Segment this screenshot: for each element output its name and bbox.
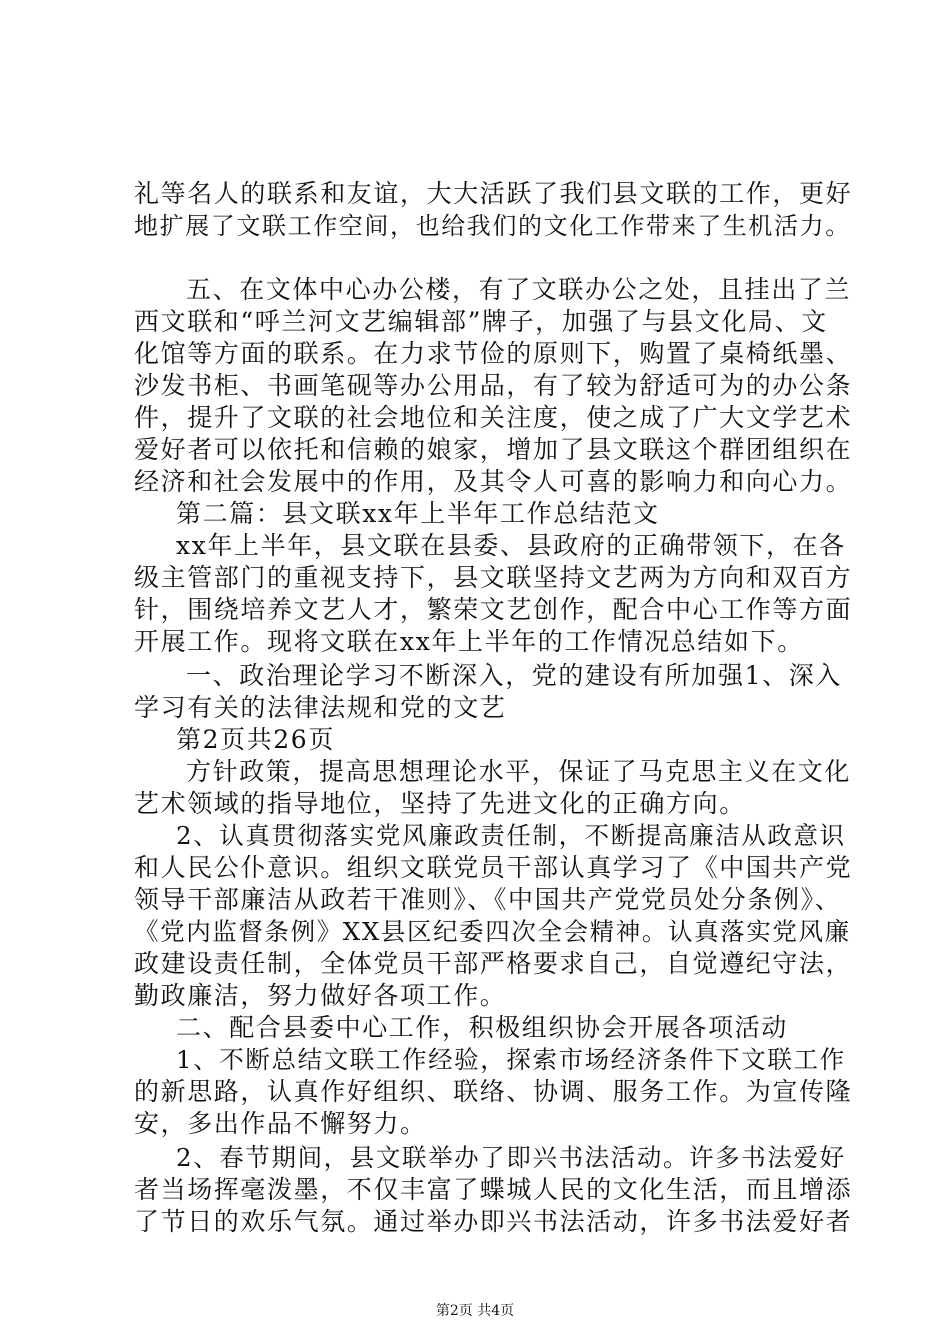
paragraph-line: 政建设责任制，全体党员干部严格要求自己，自觉遵纪守法，: [134, 949, 853, 978]
paragraph-line: xx年上半年，县文联在县委、县政府的正确带领下，在各: [176, 531, 846, 560]
paragraph-line: 安，多出作品不懈努力。: [134, 1109, 427, 1138]
paragraph-line: 和人民公仆意识。组织文联党员干部认真学习了《中国共产党: [134, 853, 853, 882]
paragraph-line: 者当场挥毫泼墨，不仅丰富了蝶城人民的文化生活，而且增添: [134, 1175, 853, 1204]
paragraph-line: 针，围绕培养文艺人才，繁荣文艺创作，配合中心工作等方面: [134, 595, 853, 624]
paragraph-line: 艺术领域的指导地位，坚持了先进文化的正确方向。: [134, 789, 746, 818]
paragraph-line: 方针政策，提高思想理论水平，保证了马克思主义在文化: [186, 757, 852, 786]
paragraph-line: 开展工作。现将文联在xx年上半年的工作情况总结如下。: [134, 627, 804, 656]
paragraph-line: 学习有关的法律法规和党的文艺: [134, 693, 507, 722]
paragraph-line: 了节日的欢乐气氛。通过举办即兴书法活动，许多书法爱好者: [134, 1207, 853, 1236]
paragraph-line: 经济和社会发展中的作用，及其令人可喜的影响力和向心力。: [134, 467, 853, 496]
paragraph-line: 1、不断总结文联工作经验，探索市场经济条件下文联工作: [176, 1045, 846, 1074]
paragraph-line: 礼等名人的联系和友谊，大大活跃了我们县文联的工作，更好: [134, 179, 853, 208]
section-heading: 第二篇：县文联xx年上半年工作总结范文: [176, 499, 660, 528]
paragraph-line: 《党内监督条例》XX县区纪委四次全会精神。认真落实党风廉: [134, 917, 851, 946]
paragraph-line: 一、政治理论学习不断深入，党的建设有所加强1、深入: [186, 661, 842, 690]
paragraph-line: 化馆等方面的联系。在力求节俭的原则下，购置了桌椅纸墨、: [134, 339, 853, 368]
paragraph-line: 件，提升了文联的社会地位和关注度，使之成了广大文学艺术: [134, 403, 853, 432]
paragraph-line: 的新思路，认真作好组织、联络、协调、服务工作。为宣传隆: [134, 1077, 853, 1106]
paragraph-line: 2、认真贯彻落实党风廉政责任制，不断提高廉洁从政意识: [176, 821, 846, 850]
paragraph-line: 西文联和“呼兰河文艺编辑部”牌子，加强了与县文化局、文: [134, 307, 828, 336]
paragraph-line: 勤政廉洁，努力做好各项工作。: [134, 981, 507, 1010]
paragraph-line: 沙发书柜、书画笔砚等办公用品，有了较为舒适可为的办公条: [134, 371, 853, 400]
paragraph-line: 级主管部门的重视支持下，县文联坚持文艺两为方向和双百方: [134, 563, 853, 592]
paragraph-line: 爱好者可以依托和信赖的娘家，增加了县文联这个群团组织在: [134, 435, 853, 464]
page-footer: 第2页 共4页: [435, 1303, 515, 1319]
paragraph-line: 地扩展了文联工作空间，也给我们的文化工作带来了生机活力。: [134, 212, 851, 240]
paragraph-line: 2、春节期间，县文联举办了即兴书法活动。许多书法爱好: [176, 1143, 846, 1172]
inline-page-marker: 第2页共26页: [176, 725, 335, 754]
section-heading: 二、配合县委中心工作，积极组织协会开展各项活动: [176, 1013, 788, 1042]
paragraph-line: 五、在文体中心办公楼，有了文联办公之处，且挂出了兰: [186, 275, 852, 304]
paragraph-line: 领导干部廉洁从政若干准则》、《中国共产党党员处分条例》、: [134, 885, 842, 914]
